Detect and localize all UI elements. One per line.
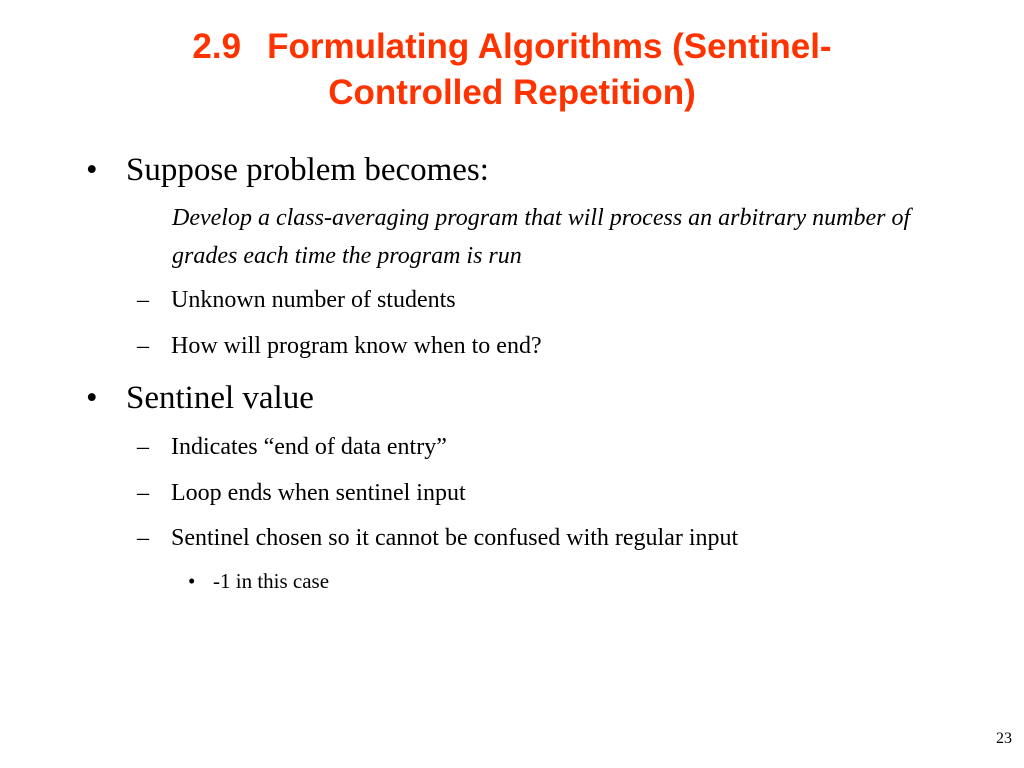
page-number: 23 [996,730,1012,747]
sub-bullet-item [137,331,542,361]
sub-bullet-text: Indicates “end of data entry” [171,434,447,460]
sub-bullet-item [137,523,738,553]
bullet-marker: • [86,152,98,188]
dash-marker: – [137,525,149,551]
slide-title [0,24,1024,116]
sub-bullet-text: Unknown number of students [171,287,456,313]
bullet-item [86,151,489,189]
bullet-text: Sentinel value [126,380,314,416]
title-text-line-1: Formulating Algorithms (Sentinel- [267,27,832,66]
dash-marker: – [137,333,149,359]
sub-bullet-text: How will program know when to end? [171,333,542,359]
dash-marker: – [137,434,149,460]
sub-bullet-text: Loop ends when sentinel input [171,480,466,506]
section-number: 2.9 [192,27,242,66]
sub-bullet-item [137,478,466,508]
sub-bullet-text: Sentinel chosen so it cannot be confused with regular input [171,525,739,551]
dash-marker: – [137,287,149,313]
sub-bullet-item [137,285,456,315]
title-line-1 [0,24,1024,70]
title-text-line-2: Controlled Repetition) [328,73,696,112]
dash-marker: – [137,480,149,506]
bullet-text: Suppose problem becomes: [126,152,489,188]
bullet-marker: • [86,380,98,416]
sub-bullet-item [137,432,447,462]
bullet-item [86,379,314,417]
problem-statement: Develop a class-averaging program that will process an arbitrary number of grades each time the program is run [172,205,911,269]
sub-sub-bullet-item [188,568,329,594]
sub-sub-bullet-text: -1 in this case [213,569,330,593]
dot-marker: • [188,569,196,593]
